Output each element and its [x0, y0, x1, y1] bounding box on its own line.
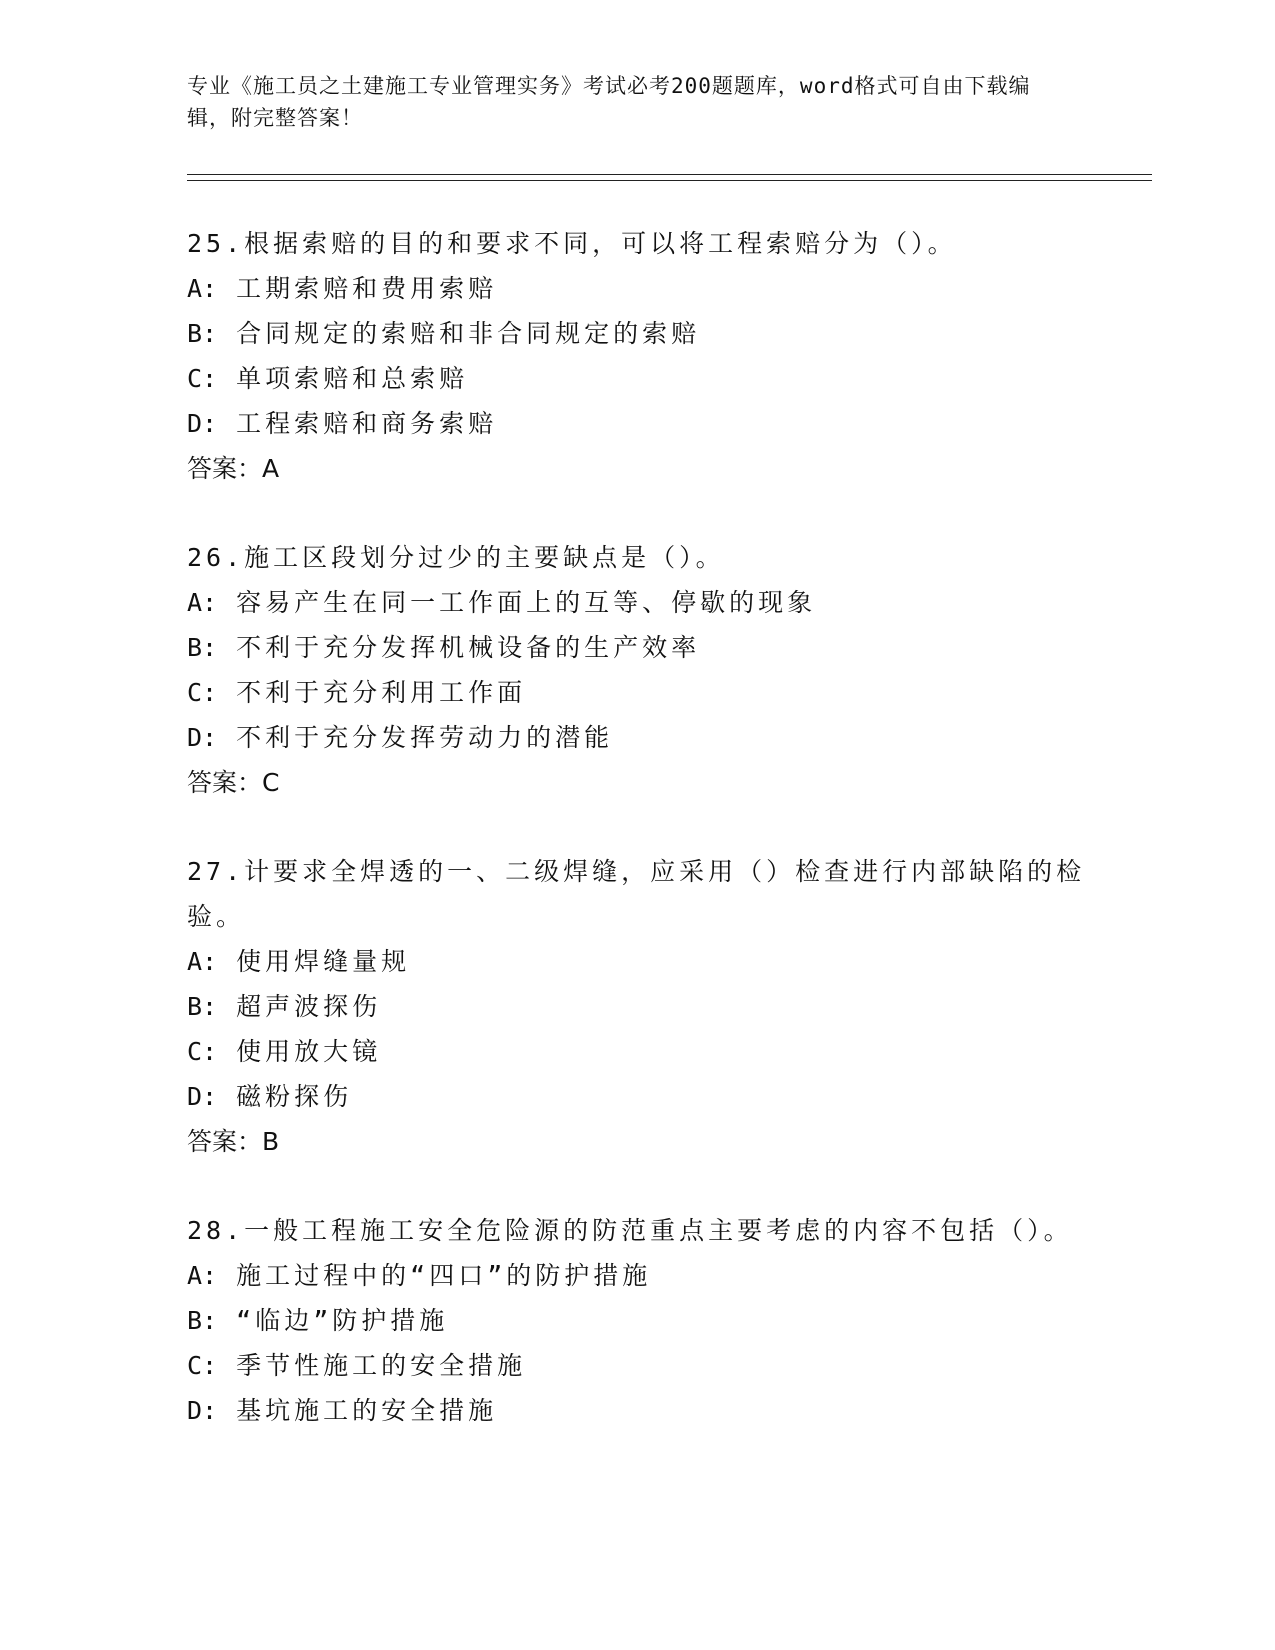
option-d: [187, 1074, 1152, 1119]
question-number: 25.: [187, 229, 245, 258]
question-stem: [187, 1208, 1087, 1253]
option-b: [187, 1298, 1152, 1343]
option-key: A:: [187, 274, 218, 303]
option-text: 基坑施工的安全措施: [236, 1396, 498, 1425]
option-text: 工程索赔和商务索赔: [236, 409, 498, 438]
option-c: [187, 356, 1152, 401]
option-key: D:: [187, 723, 218, 752]
header-divider: [187, 174, 1152, 181]
option-text: 不利于充分发挥劳动力的潜能: [236, 723, 614, 752]
option-b: [187, 311, 1152, 356]
option-a: [187, 1253, 1152, 1298]
option-key: A:: [187, 588, 218, 617]
question-text: 根据索赔的目的和要求不同，可以将工程索赔分为（）。: [244, 229, 957, 258]
option-text: 合同规定的索赔和非合同规定的索赔: [236, 319, 701, 348]
option-d: [187, 1388, 1152, 1433]
question-number: 26.: [187, 543, 245, 572]
question-number: 28.: [187, 1216, 245, 1245]
option-c: [187, 670, 1152, 715]
answer-line: 答案：C: [187, 768, 280, 797]
option-b: [187, 984, 1152, 1029]
option-a: [187, 580, 1152, 625]
option-b: [187, 625, 1152, 670]
option-key: A:: [187, 947, 218, 976]
question-number: 27.: [187, 857, 245, 886]
option-text: 容易产生在同一工作面上的互等、停歇的现象: [236, 588, 817, 617]
option-key: B:: [187, 633, 218, 662]
document-page: [187, 70, 1152, 1477]
option-text: 施工过程中的“四口”的防护措施: [236, 1261, 652, 1290]
answer-line: 答案：B: [187, 1127, 280, 1156]
question-28: [187, 1208, 1152, 1433]
question-27: [187, 849, 1152, 1164]
option-text: 不利于充分利用工作面: [236, 678, 527, 707]
option-key: D:: [187, 409, 218, 438]
answer-line: 答案：A: [187, 454, 280, 483]
option-list: [187, 1253, 1152, 1433]
option-text: “临边”防护措施: [236, 1306, 449, 1335]
option-text: 使用焊缝量规: [236, 947, 411, 976]
question-text: 施工区段划分过少的主要缺点是（）。: [244, 543, 725, 572]
question-stem: [187, 221, 1087, 266]
option-list: [187, 266, 1152, 446]
option-text: 磁粉探伤: [236, 1082, 353, 1111]
option-text: 不利于充分发挥机械设备的生产效率: [236, 633, 701, 662]
option-list: [187, 580, 1152, 760]
question-25: [187, 221, 1152, 491]
option-key: C:: [187, 1037, 218, 1066]
option-key: C:: [187, 1351, 218, 1380]
option-text: 单项索赔和总索赔: [236, 364, 469, 393]
question-list: [187, 221, 1152, 1433]
option-key: B:: [187, 319, 218, 348]
question-text: 一般工程施工安全危险源的防范重点主要考虑的内容不包括（）。: [244, 1216, 1073, 1245]
option-text: 工期索赔和费用索赔: [236, 274, 498, 303]
option-key: C:: [187, 364, 218, 393]
question-26: [187, 535, 1152, 805]
question-stem: [187, 535, 1087, 580]
option-d: [187, 401, 1152, 446]
option-c: [187, 1343, 1152, 1388]
question-text: 计要求全焊透的一、二级焊缝，应采用（）检查进行内部缺陷的检验。: [187, 857, 1086, 931]
option-key: A:: [187, 1261, 218, 1290]
option-d: [187, 715, 1152, 760]
option-key: D:: [187, 1396, 218, 1425]
option-text: 超声波探伤: [236, 992, 382, 1021]
option-a: [187, 939, 1152, 984]
option-key: C:: [187, 678, 218, 707]
question-stem: [187, 849, 1087, 939]
option-key: B:: [187, 992, 218, 1021]
option-a: [187, 266, 1152, 311]
option-list: [187, 939, 1152, 1119]
option-c: [187, 1029, 1152, 1074]
option-text: 季节性施工的安全措施: [236, 1351, 527, 1380]
document-header: 专业《施工员之土建施工专业管理实务》考试必考200题题库，word格式可自由下载编辑，附完整答案！: [187, 74, 1031, 130]
option-key: D:: [187, 1082, 218, 1111]
option-key: B:: [187, 1306, 218, 1335]
option-text: 使用放大镜: [236, 1037, 382, 1066]
